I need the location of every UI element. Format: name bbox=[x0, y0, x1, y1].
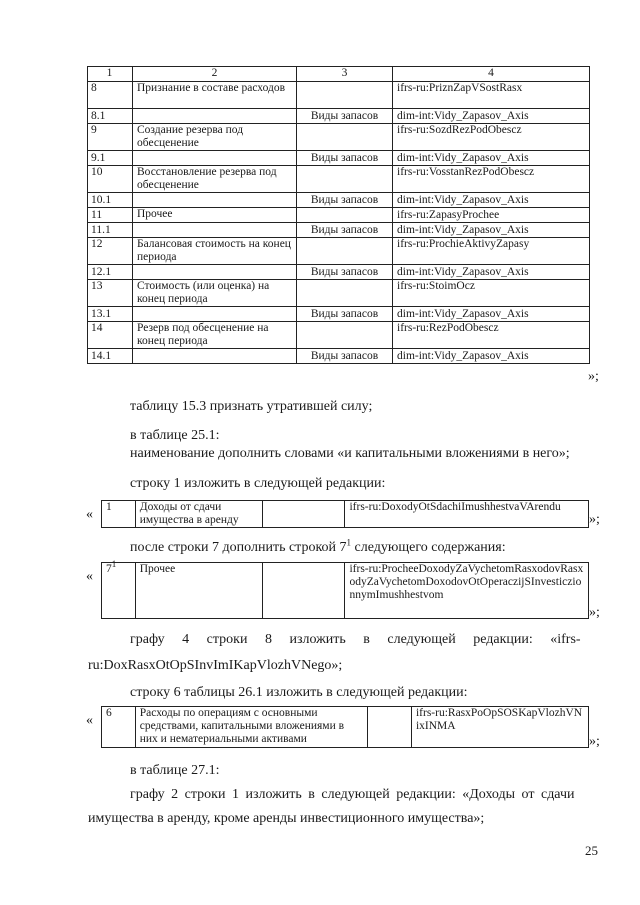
row-number: 9 bbox=[88, 124, 133, 151]
row-number: 11 bbox=[88, 208, 133, 223]
row-name: Доходы от сдачи имущества в аренду bbox=[135, 501, 262, 528]
row-type bbox=[262, 563, 345, 619]
row-number: 6 bbox=[102, 707, 136, 748]
row-code: ifrs-ru:SozdRezPodObescz bbox=[393, 124, 590, 151]
paragraph: в таблице 27.1: bbox=[130, 763, 220, 778]
row-type bbox=[297, 124, 393, 151]
row-code: dim-int:Vidy_Zapasov_Axis bbox=[393, 151, 590, 166]
row-name bbox=[133, 109, 297, 124]
row-code: ifrs-ru:ProchieAktivyZapasy bbox=[393, 238, 590, 265]
row-code: ifrs-ru:DoxodyOtSdachiImushhestvaVArendu bbox=[345, 501, 589, 528]
row-type bbox=[367, 707, 411, 748]
row-code: ifrs-ru:ProcheeDoxodyZaVychetomRasxodovRasxodyZaVychetomDoxodovOtOperaczijSInvesticzionnymImushhestvom bbox=[345, 563, 589, 619]
row-number: 13.1 bbox=[88, 307, 133, 322]
row-number: 14 bbox=[88, 322, 133, 349]
table-row bbox=[88, 349, 590, 364]
row-number: 11.1 bbox=[88, 223, 133, 238]
row-code: dim-int:Vidy_Zapasov_Axis bbox=[393, 109, 590, 124]
row-number: 10.1 bbox=[88, 193, 133, 208]
paragraph: строку 1 изложить в следующей редакции: bbox=[130, 476, 386, 491]
row-code: dim-int:Vidy_Zapasov_Axis bbox=[393, 223, 590, 238]
replacement-row-3 bbox=[101, 706, 589, 748]
row-type bbox=[297, 82, 393, 109]
page-number: 25 bbox=[585, 843, 598, 858]
paragraph: в таблице 25.1: bbox=[130, 428, 220, 443]
row-code: dim-int:Vidy_Zapasov_Axis bbox=[393, 193, 590, 208]
paragraph: наименование дополнить словами «и капитальными вложениями в него»; bbox=[130, 446, 570, 461]
paragraph: таблицу 15.3 признать утратившей силу; bbox=[130, 399, 373, 414]
row-code: ifrs-ru:ZapasyProchee bbox=[393, 208, 590, 223]
row-name: Признание в составе расходов bbox=[133, 82, 297, 109]
row-code: ifrs-ru:PriznZapVSostRasx bbox=[393, 82, 590, 109]
row-name bbox=[133, 349, 297, 364]
row-type: Виды запасов bbox=[297, 109, 393, 124]
paragraph: графу 2 строки 1 изложить в следующей редакции: «Доходы от сдачи bbox=[130, 787, 575, 802]
row-number: 9.1 bbox=[88, 151, 133, 166]
table-row bbox=[88, 238, 590, 265]
row-type: Виды запасов bbox=[297, 265, 393, 280]
row-name bbox=[133, 265, 297, 280]
table-row bbox=[88, 307, 590, 322]
row-name: Восстановление резерва под обесценение bbox=[133, 166, 297, 193]
table-row bbox=[88, 223, 590, 238]
row-type: Виды запасов bbox=[297, 349, 393, 364]
header-cell: 2 bbox=[133, 67, 297, 82]
table-row bbox=[88, 82, 590, 109]
row-name bbox=[133, 307, 297, 322]
paragraph: графу 4 строки 8 изложить в следующей редакции: «ifrs- bbox=[130, 632, 581, 647]
close-quote: »; bbox=[589, 734, 600, 749]
table-row bbox=[88, 124, 590, 151]
inventory-table bbox=[87, 66, 590, 364]
row-type bbox=[262, 501, 345, 528]
row-number: 14.1 bbox=[88, 349, 133, 364]
row-name bbox=[133, 223, 297, 238]
row-type: Виды запасов bbox=[297, 151, 393, 166]
row-type bbox=[297, 208, 393, 223]
table-row bbox=[88, 151, 590, 166]
row-type bbox=[297, 238, 393, 265]
row-name: Прочее bbox=[133, 208, 297, 223]
open-quote: « bbox=[86, 569, 93, 584]
header-cell: 1 bbox=[88, 67, 133, 82]
row-number: 13 bbox=[88, 280, 133, 307]
row-type bbox=[297, 322, 393, 349]
row-type bbox=[297, 166, 393, 193]
replacement-row-2 bbox=[101, 559, 589, 619]
row-code: dim-int:Vidy_Zapasov_Axis bbox=[393, 349, 590, 364]
close-quote: »; bbox=[589, 512, 600, 527]
row-type bbox=[297, 280, 393, 307]
row-name: Создание резерва под обесценение bbox=[133, 124, 297, 151]
row-code: ifrs-ru:VosstanRezPodObescz bbox=[393, 166, 590, 193]
row-number: $7^1$ bbox=[102, 563, 136, 619]
row-name: Резерв под обесценение на конец периода bbox=[133, 322, 297, 349]
row-name: Прочее bbox=[135, 563, 262, 619]
row-type: Виды запасов bbox=[297, 193, 393, 208]
paragraph: после строки 7 дополнить строкой $7^1$ следующего содержания: bbox=[130, 537, 506, 555]
replacement-row-1 bbox=[101, 500, 589, 528]
table-row bbox=[88, 265, 590, 280]
close-quote: »; bbox=[589, 605, 600, 620]
row-number: 12 bbox=[88, 238, 133, 265]
row-number: 8 bbox=[88, 82, 133, 109]
row-code: dim-int:Vidy_Zapasov_Axis bbox=[393, 265, 590, 280]
row-name bbox=[133, 151, 297, 166]
paragraph: ru:DoxRasxOtOpSInvImIKapVlozhVNego»; bbox=[88, 658, 343, 673]
row-code: ifrs-ru:StoimOcz bbox=[393, 280, 590, 307]
paragraph: имущества в аренду, кроме аренды инвестиционного имущества»; bbox=[88, 811, 485, 826]
row-code: ifrs-ru:RasxPoOpSOSKapVlozhVNixINMA bbox=[411, 707, 588, 748]
open-quote: « bbox=[86, 713, 93, 728]
row-name: Стоимость (или оценка) на конец периода bbox=[133, 280, 297, 307]
row-type: Виды запасов bbox=[297, 223, 393, 238]
row-name: Расходы по операциям с основными средствами, капитальными вложениями в них и нематериальными активами bbox=[135, 707, 367, 748]
table-row bbox=[88, 193, 590, 208]
header-cell: 3 bbox=[297, 67, 393, 82]
table-row bbox=[88, 280, 590, 307]
row-code: dim-int:Vidy_Zapasov_Axis bbox=[393, 307, 590, 322]
table-closing-quote: »; bbox=[588, 369, 599, 384]
table-row bbox=[88, 109, 590, 124]
header-cell: 4 bbox=[393, 67, 590, 82]
table-row bbox=[88, 166, 590, 193]
table-header-row bbox=[88, 67, 590, 82]
row-name: Балансовая стоимость на конец периода bbox=[133, 238, 297, 265]
paragraph: строку 6 таблицы 26.1 изложить в следующей редакции: bbox=[130, 685, 468, 700]
row-number: 1 bbox=[102, 501, 136, 528]
open-quote: « bbox=[86, 507, 93, 522]
row-number: 10 bbox=[88, 166, 133, 193]
table-row bbox=[88, 322, 590, 349]
row-name bbox=[133, 193, 297, 208]
row-code: ifrs-ru:RezPodObescz bbox=[393, 322, 590, 349]
table-row bbox=[88, 208, 590, 223]
row-number: 12.1 bbox=[88, 265, 133, 280]
row-type: Виды запасов bbox=[297, 307, 393, 322]
row-number: 8.1 bbox=[88, 109, 133, 124]
